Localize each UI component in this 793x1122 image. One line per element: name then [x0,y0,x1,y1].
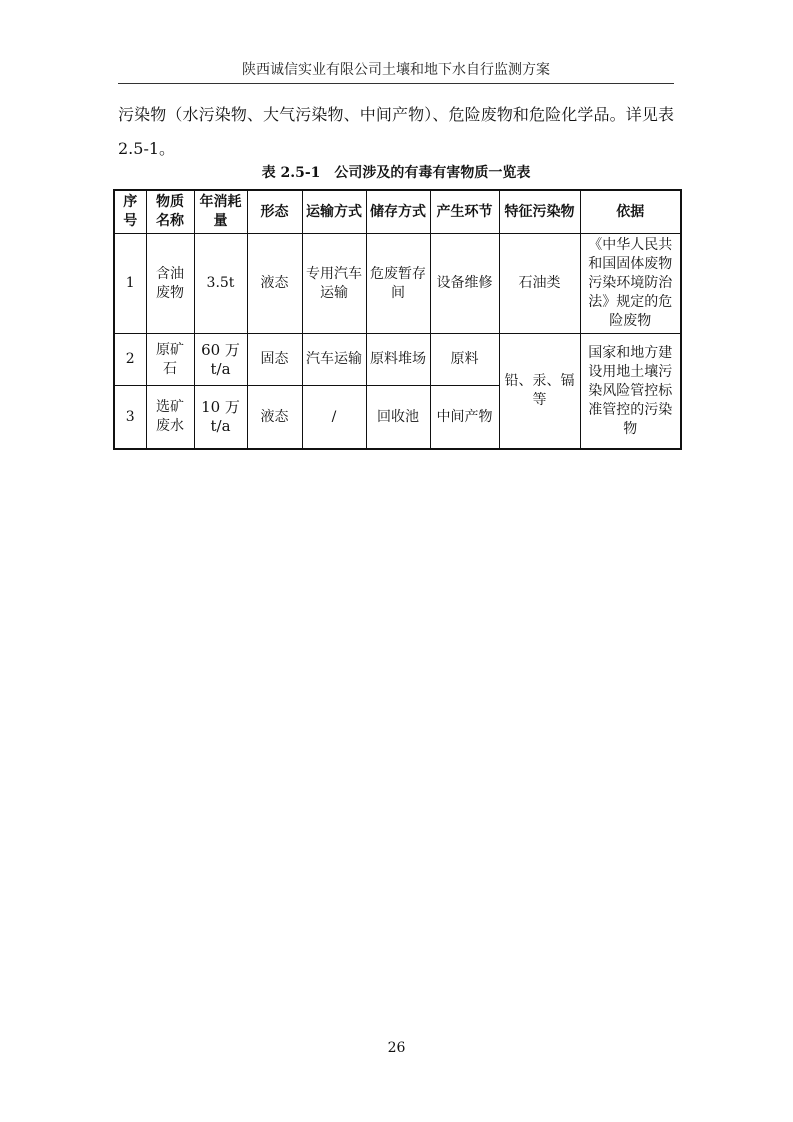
cell-no: 1 [114,234,146,334]
running-header: 陕西诚信实业有限公司土壤和地下水自行监测方案 [242,62,550,78]
table-row [114,334,681,386]
header-cell-stage: 产生环节 [430,190,499,234]
cell-state: 液态 [247,234,302,334]
table-header-row [114,190,681,234]
header-cell-no: 序号 [114,190,146,234]
cell-state: 液态 [247,386,302,450]
cell-consumption: 60 万 t/a [194,334,247,386]
header-cell-name: 物质名称 [146,190,194,234]
cell-pollutant-shared: 铅、汞、镉等 [499,334,580,450]
cell-consumption: 3.5t [194,234,247,334]
cell-storage: 危废暂存间 [366,234,430,334]
cell-state: 固态 [247,334,302,386]
header-cell-basis: 依据 [580,190,681,234]
cell-name: 原矿石 [146,334,194,386]
table-row [114,234,681,334]
header-cell-pollutant: 特征污染物 [499,190,580,234]
cell-transport: 汽车运输 [302,334,366,386]
table-caption-number: 表 2.5-1 [261,165,321,181]
cell-storage: 回收池 [366,386,430,450]
header-divider [118,83,674,84]
table-caption-title: 公司涉及的有毒有害物质一览表 [334,165,531,181]
header-cell-storage: 储存方式 [366,190,430,234]
cell-name: 含油废物 [146,234,194,334]
body-paragraph: 污染物（水污染物、大气污染物、中间产物）、危险废物和危险化学品。详见表2.5-1。 [118,105,674,158]
cell-no: 2 [114,334,146,386]
cell-stage: 设备维修 [430,234,499,334]
cell-transport: / [302,386,366,450]
cell-stage: 原料 [430,334,499,386]
hazardous-substances-table [113,189,682,450]
header-cell-transport: 运输方式 [302,190,366,234]
cell-pollutant: 石油类 [499,234,580,334]
cell-transport: 专用汽车运输 [302,234,366,334]
cell-basis: 《中华人民共和国固体废物污染环境防治法》规定的危险废物 [580,234,681,334]
cell-basis-shared: 国家和地方建设用地土壤污染风险管控标准管控的污染物 [580,334,681,450]
cell-stage: 中间产物 [430,386,499,450]
page-number: 26 [387,1040,406,1056]
header-cell-state: 形态 [247,190,302,234]
table-caption [118,163,674,183]
header-cell-consumption: 年消耗量 [194,190,247,234]
cell-name: 选矿废水 [146,386,194,450]
cell-no: 3 [114,386,146,450]
cell-storage: 原料堆场 [366,334,430,386]
cell-consumption: 10 万 t/a [194,386,247,450]
